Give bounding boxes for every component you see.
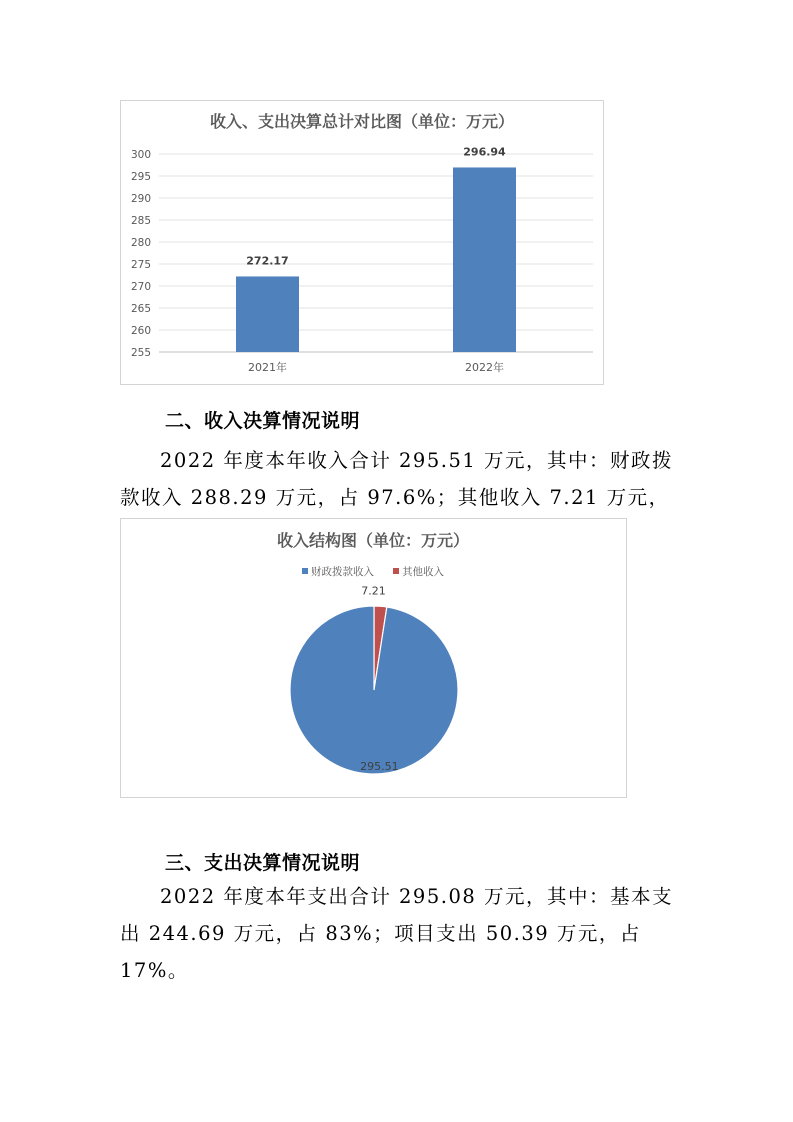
expenditure-paragraph-text: 2022 年度本年支出合计 295.08 万元，其中：基本支出 244.69 万元，占 83%；项目支出 50.39 万元，占 17%。 xyxy=(120,885,673,982)
y-tick-label: 280 xyxy=(130,237,151,249)
y-tick-label: 290 xyxy=(130,193,151,205)
legend-label: 其他收入 xyxy=(402,566,444,578)
y-tick-label: 265 xyxy=(130,303,151,315)
pie-data-label: 295.51 xyxy=(360,759,399,773)
x-tick-label: 2022年 xyxy=(465,361,504,374)
y-tick-label: 270 xyxy=(130,281,151,293)
bar xyxy=(236,276,299,352)
bar-chart xyxy=(121,101,603,384)
income-paragraph-text: 2022 年度本年收入合计 295.51 万元，其中：财政拨款收入 288.29 万元，占 97.6%；其他收入 7.21 万元， xyxy=(120,449,673,509)
section-heading-income: 二、收入决算情况说明 xyxy=(165,410,361,432)
chart-title: 收入结构图（单位：万元） xyxy=(276,531,470,550)
bar-chart-container xyxy=(120,100,604,385)
legend-swatch xyxy=(393,568,399,574)
expenditure-paragraph xyxy=(120,878,676,989)
y-tick-label: 255 xyxy=(130,347,151,359)
chart-title: 收入、支出决算总计对比图（单位：万元） xyxy=(209,112,515,131)
pie-chart xyxy=(121,519,626,797)
section-heading-expenditure: 三、支出决算情况说明 xyxy=(165,852,361,874)
bar-data-label: 296.94 xyxy=(463,145,506,159)
y-tick-label: 295 xyxy=(130,171,151,183)
legend-label: 财政拨款收入 xyxy=(311,566,374,578)
bar xyxy=(453,167,516,352)
bar-data-label: 272.17 xyxy=(246,254,289,268)
y-tick-label: 285 xyxy=(130,215,151,227)
pie-data-label: 7.21 xyxy=(361,584,386,598)
y-tick-label: 300 xyxy=(130,149,151,161)
y-tick-label: 260 xyxy=(130,325,151,337)
x-tick-label: 2021年 xyxy=(248,361,287,374)
legend-swatch xyxy=(302,568,308,574)
pie-slice xyxy=(290,606,458,774)
pie-chart-container xyxy=(120,518,627,798)
y-tick-label: 275 xyxy=(130,259,151,271)
